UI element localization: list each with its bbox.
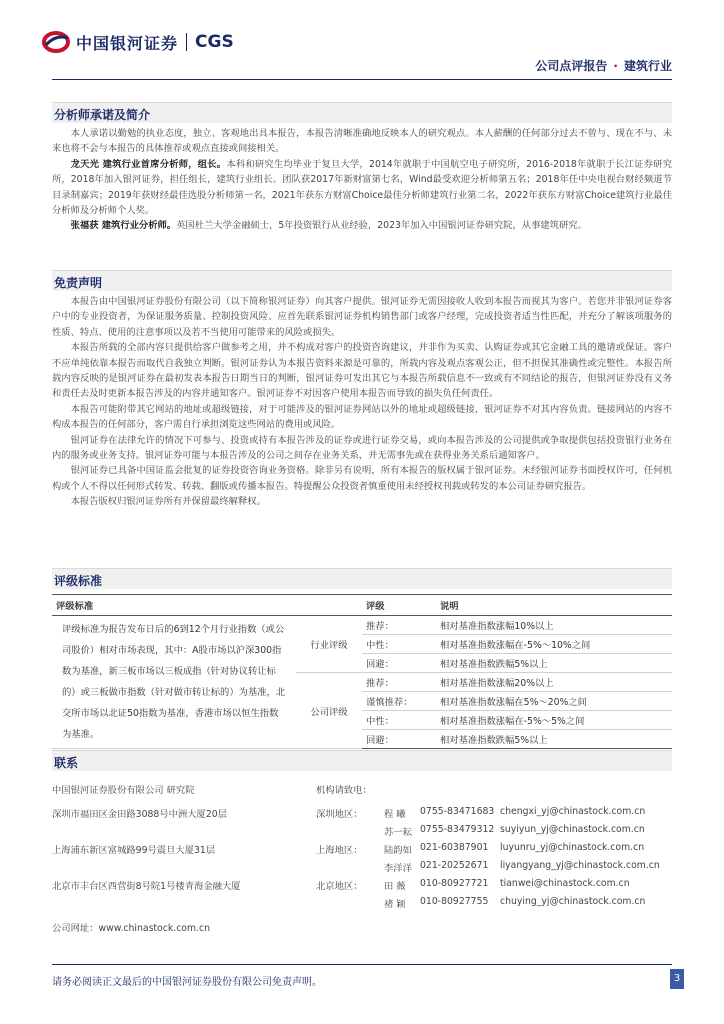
company-rating-label: 公司评级 bbox=[296, 673, 362, 749]
contact-phone: 021-60387901 bbox=[420, 842, 489, 853]
contact-email[interactable]: luyunru_yj@chinastock.com.cn bbox=[500, 842, 645, 853]
logo-divider bbox=[186, 33, 187, 51]
rating-desc: 相对基准指数涨幅在-5%～10%之间 bbox=[436, 635, 672, 654]
contact-email[interactable]: tianwei@chinastock.com.cn bbox=[500, 878, 630, 889]
rating-level: 回避： bbox=[362, 654, 436, 673]
rating-desc: 相对基准指数跌幅5%以上 bbox=[436, 654, 672, 673]
contact-name: 苏一耘 bbox=[384, 827, 412, 838]
col-category-blank bbox=[296, 595, 362, 616]
disclaimer-paragraph: 本报告版权归银河证券所有并保留最终解释权。 bbox=[70, 496, 266, 508]
rating-description: 评级标准为报告发布日后的6到12个月行业指数（或公司股价）相对市场表现，其中：A股市场以沪深300指数为基准，新三板市场以三板成指（针对协议转让标的）或三板做市指数（针对做市转让标的）为基准，北交所市场以北证50指数为基准，香港市场以恒生指数为基准。 bbox=[52, 616, 296, 749]
rating-desc: 相对基准指数涨幅在-5%～5%之间 bbox=[436, 711, 672, 730]
rating-table bbox=[52, 594, 672, 749]
rating-level: 推荐： bbox=[362, 616, 436, 635]
col-standard: 评级标准 bbox=[52, 595, 296, 616]
rating-heading-text: 评级标准 bbox=[54, 574, 103, 588]
analyst-1-name: 龙天光 建筑行业首席分析师，组长。 bbox=[70, 158, 227, 170]
rating-section-heading bbox=[52, 568, 672, 589]
contact-phone: 0755-83471683 bbox=[420, 806, 495, 817]
industry-label: 建筑行业 bbox=[623, 59, 672, 73]
rating-desc: 相对基准指数涨幅10%以上 bbox=[436, 616, 672, 635]
contact-phone: 010-80927755 bbox=[420, 896, 489, 907]
contacts-label: 机构请致电： bbox=[316, 785, 372, 796]
logo bbox=[42, 30, 234, 54]
contact-name: 陆韵如 bbox=[384, 845, 412, 856]
contact-email[interactable]: suyiyun_yj@chinastock.com.cn bbox=[500, 824, 645, 835]
header-rule bbox=[52, 79, 672, 80]
disclaimer-paragraph: 银河证券在法律允许的情况下可参与、投资或持有本报告涉及的证券或进行证券交易，或向本报告涉及的公司提供或争取提供包括投资银行业务在内的服务或业务支持。银河证券可能与本报告涉及的公司之间存在业务关系，并无需事先或在获得业务关系后通知客户。 bbox=[52, 434, 672, 462]
rating-level: 推荐： bbox=[362, 673, 436, 692]
contact-name: 田 薇 bbox=[384, 881, 406, 892]
disclaimer-paragraph: 本报告由中国银河证券股份有限公司（以下简称银河证券）向其客户提供。银河证券无需因接收人收到本报告而视其为客户。若您并非银河证券客户中的专业投资者，为保证服务质量、控制投资风险、应首先联系银河证券机构销售部门或客户经理，完成投资者适当性匹配，并充分了解该项服务的性质、特点、使用的注意事项以及若不当使用可能带来的风险或损失。 bbox=[52, 296, 672, 338]
logo-chinese: 中国银河证券 bbox=[76, 33, 179, 53]
office-region: 上海地区： bbox=[316, 845, 363, 856]
rating-level: 中性： bbox=[362, 635, 436, 654]
analyst-section bbox=[52, 126, 672, 234]
rating-level: 回避： bbox=[362, 730, 436, 749]
footer-disclaimer-note: 请务必阅读正文最后的中国银河证券股份有限公司免责声明。 bbox=[52, 977, 322, 988]
footer-rule bbox=[52, 964, 672, 965]
office-region: 深圳地区： bbox=[316, 809, 363, 820]
table-row bbox=[52, 616, 672, 635]
contact-email[interactable]: chengxi_yj@chinastock.com.cn bbox=[500, 806, 646, 817]
header-separator: · bbox=[613, 59, 618, 73]
rating-level: 中性： bbox=[362, 711, 436, 730]
analyst-2-name: 张福获 建筑行业分析师。 bbox=[70, 220, 177, 232]
analyst-2-bio: 英国杜兰大学金融硕士，5年投资银行从业经验，2023年加入中国银河证券研究院，从事建筑研究。 bbox=[176, 220, 587, 232]
disclaimer-section bbox=[52, 294, 672, 510]
rating-table-header bbox=[52, 595, 672, 616]
office-address: 深圳市福田区金田路3088号中洲大厦20层 bbox=[52, 809, 227, 820]
analyst-bio-1 bbox=[52, 157, 672, 219]
contact-phone: 0755-83479312 bbox=[420, 824, 495, 835]
contact-name: 褚 颖 bbox=[384, 899, 406, 910]
contact-phone: 010-80927721 bbox=[420, 878, 489, 889]
col-description: 说明 bbox=[436, 595, 672, 616]
contact-heading-text: 联系 bbox=[54, 756, 79, 770]
contact-email[interactable]: chuying_yj@chinastock.com.cn bbox=[500, 896, 646, 907]
report-category bbox=[535, 57, 672, 74]
contact-email[interactable]: liyangyang_yj@chinastock.com.cn bbox=[500, 860, 660, 871]
contact-name: 李洋洋 bbox=[384, 863, 412, 874]
disclaimer-paragraph: 本报告可能附带其它网站的地址或超级链接，对于可能涉及的银河证券网站以外的地址或超级链接，银河证券不对其内容负责。链接网站的内容不构成本报告的任何部分，客户需自行承担浏览这些网站的费用或风险。 bbox=[52, 403, 672, 431]
rating-desc: 相对基准指数涨幅在5%～20%之间 bbox=[436, 692, 672, 711]
rating-level: 谨慎推荐： bbox=[362, 692, 436, 711]
disclaimer-paragraph: 本报告所载的全部内容只提供给客户做参考之用，并不构成对客户的投资咨询建议，并非作为买卖、认购证券或其它金融工具的邀请或保证。客户不应单纯依靠本报告而取代自我独立判断。银河证券认为本报告资料来源是可靠的，所载内容及观点客观公正，但不担保其准确性或完整性。本报告所载内容反映的是银河证券在最初发表本报告日期当日的判断，银河证券可发出其它与本报告所载信息不一致或有不同结论的报告，但银河证券没有义务和责任去及时更新本报告涉及的内容并通知客户。银河证券不对因客户使用本报告而导致的损失负任何责任。 bbox=[52, 342, 672, 400]
analyst-section-heading bbox=[52, 102, 672, 123]
page-number: 3 bbox=[670, 969, 684, 989]
galaxy-logo-icon bbox=[42, 30, 70, 54]
contact-section-heading bbox=[52, 750, 672, 771]
office-address: 北京市丰台区西营街8号院1号楼青海金融大厦 bbox=[52, 881, 241, 892]
analyst-1-bio: 本科和研究生均毕业于复旦大学，2014年就职于中国航空电子研究所，2016-2018年就职于长江证券研究所，2018年加入银河证券，担任组长，建筑行业组长。团队获2017年新财富第七名，Wind最受欢迎分析师第五名；2018年任中央电视台财经频道节目录制嘉宾；2019年获财经最佳选股分析师第一名，2021年获东方财富Choice最佳分析师建筑行业第二名，2022年获东方财富Choice建筑行业最佳分析师及分析师个人奖。 bbox=[52, 158, 672, 217]
disclaimer-section-heading bbox=[52, 270, 672, 291]
analyst-bio-2 bbox=[52, 218, 672, 233]
analyst-heading-text: 分析师承诺及简介 bbox=[54, 108, 151, 122]
company-name: 中国银河证券股份有限公司 研究院 bbox=[52, 785, 195, 796]
disclaimer-paragraph: 银河证券已具备中国证监会批复的证券投资咨询业务资格。除非另有说明，所有本报告的版权属于银河证券。未经银河证券书面授权许可，任何机构或个人不得以任何形式转发、转载、翻版或传播本报告。特提醒公众投资者慎重使用未经授权刊载或转发的本公司证券研究报告。 bbox=[52, 465, 672, 492]
analyst-commitment: 本人承诺以勤勉的执业态度，独立、客观地出具本报告，本报告清晰准确地反映本人的研究观点。本人薪酬的任何部分过去不曾与、现在不与、未来也将不会与本报告的具体推荐或观点直接或间接相关。 bbox=[52, 128, 672, 155]
company-website[interactable]: 公司网址：www.chinastock.com.cn bbox=[52, 923, 211, 934]
logo-english: CGS bbox=[195, 32, 234, 52]
office-region: 北京地区： bbox=[316, 881, 363, 892]
rating-desc: 相对基准指数跌幅5%以上 bbox=[436, 730, 672, 749]
office-address: 上海浦东新区富城路99号震旦大厦31层 bbox=[52, 845, 216, 856]
contact-name: 程 曦 bbox=[384, 809, 406, 820]
contact-phone: 021-20252671 bbox=[420, 860, 489, 871]
col-level: 评级 bbox=[362, 595, 436, 616]
disclaimer-heading-text: 免责声明 bbox=[54, 276, 103, 290]
industry-rating-label: 行业评级 bbox=[296, 616, 362, 673]
rating-desc: 相对基准指数涨幅20%以上 bbox=[436, 673, 672, 692]
report-type: 公司点评报告 bbox=[535, 59, 608, 73]
